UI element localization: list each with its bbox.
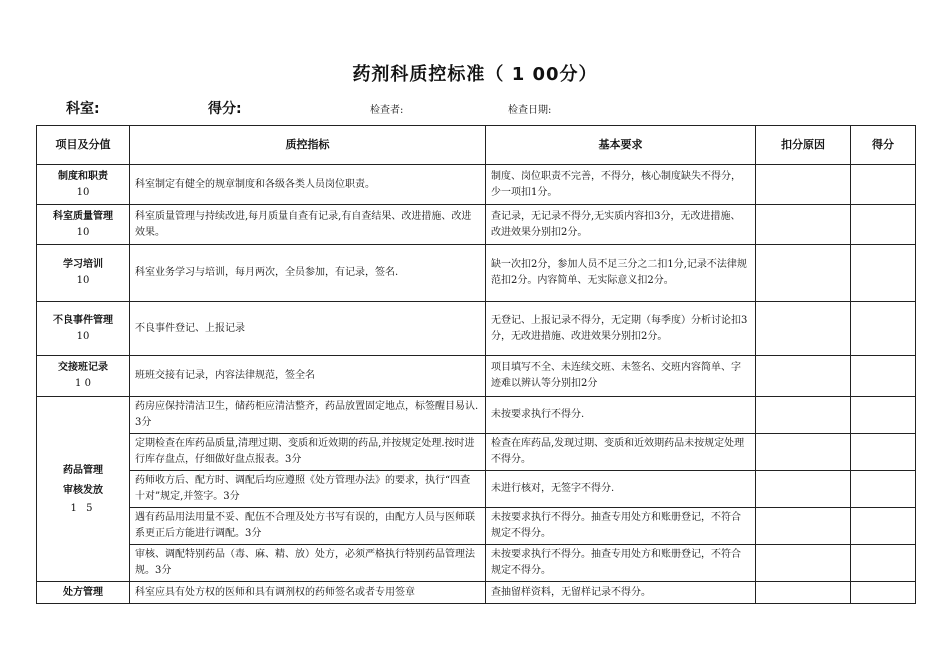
inspector-label: 检查者: — [370, 105, 404, 116]
deduction-reason-cell[interactable] — [756, 397, 851, 434]
score-cell[interactable] — [851, 434, 916, 471]
score-label: 得分: — [208, 101, 242, 117]
table-row — [37, 245, 916, 302]
item-cell — [37, 205, 130, 245]
table-header-row — [37, 126, 916, 165]
table-row — [37, 302, 916, 356]
item-cell — [37, 397, 130, 582]
indicator-cell: 班班交接有记录，内容法律规范，签全名 — [130, 356, 486, 397]
indicator-cell: 药师收方后、配方时、调配后均应遵照《处方管理办法》的要求，执行“四查十对”规定,并签字。3分 — [130, 471, 486, 508]
score-cell[interactable] — [851, 356, 916, 397]
indicator-cell: 科室制定有健全的规章制度和各级各类人员岗位职责。 — [130, 165, 486, 205]
requirement-cell: 未按要求执行不得分. — [486, 397, 756, 434]
table-row — [37, 434, 916, 471]
item-cell — [37, 356, 130, 397]
score-cell[interactable] — [851, 397, 916, 434]
score-cell[interactable] — [851, 245, 916, 302]
item-score: 10 — [76, 275, 90, 286]
requirement-cell: 缺一次扣2分，参加人员不足三分之二扣1分,记录不法律规范扣2分。内容简单、无实际意义扣2分。 — [486, 245, 756, 302]
requirement-cell: 检查在库药品,发现过期、变质和近效期药品未按规定处理不得分。 — [486, 434, 756, 471]
item-name: 处方管理 — [63, 586, 103, 598]
quality-control-table — [36, 125, 916, 604]
table-row — [37, 471, 916, 508]
indicator-cell: 不良事件登记、上报记录 — [130, 302, 486, 356]
deduction-reason-cell[interactable] — [756, 545, 851, 582]
table-row — [37, 508, 916, 545]
deduction-reason-cell[interactable] — [756, 245, 851, 302]
table-row — [37, 545, 916, 582]
table-row — [37, 165, 916, 205]
item-score: 10 — [76, 186, 90, 198]
indicator-cell: 定期检查在库药品质量,清理过期、变质和近效期的药品,并按规定处理.按时进行库存盘点，仔细做好盘点报表。3分 — [130, 434, 486, 471]
item-name: 制度和职责 — [58, 170, 108, 182]
column-header-requirement: 基本要求 — [486, 126, 756, 165]
requirement-cell: 制度、岗位职责不完善，不得分，核心制度缺失不得分，少一项扣1分。 — [486, 165, 756, 205]
column-header-deduction-reason: 扣分原因 — [756, 126, 851, 165]
deduction-reason-cell[interactable] — [756, 582, 851, 604]
requirement-cell: 未进行核对，无签字不得分. — [486, 471, 756, 508]
deduction-reason-cell[interactable] — [756, 205, 851, 245]
requirement-cell: 无登记、上报记录不得分，无定期（每季度）分析讨论扣3分，无改进措施、改进效果分别扣2分。 — [486, 302, 756, 356]
score-cell[interactable] — [851, 471, 916, 508]
page-title: 药剂科质控标准（ 1 00分） — [352, 64, 598, 85]
item-score: 1 5 — [70, 503, 96, 514]
item-score: 10 — [76, 330, 90, 342]
item-cell — [37, 582, 130, 604]
requirement-cell: 查抽留样资料，无留样记录不得分。 — [486, 582, 756, 604]
item-name: 学习培训 — [63, 259, 103, 270]
deduction-reason-cell[interactable] — [756, 471, 851, 508]
item-cell — [37, 165, 130, 205]
inspection-date-label: 检查日期: — [508, 105, 552, 116]
deduction-reason-cell[interactable] — [756, 508, 851, 545]
item-cell — [37, 302, 130, 356]
department-label: 科室: — [66, 101, 100, 117]
deduction-reason-cell[interactable] — [756, 356, 851, 397]
requirement-cell: 未按要求执行不得分。抽查专用处方和账册登记，不符合规定不得分。 — [486, 545, 756, 582]
score-cell[interactable] — [851, 205, 916, 245]
column-header-indicator: 质控指标 — [130, 126, 486, 165]
deduction-reason-cell[interactable] — [756, 302, 851, 356]
indicator-cell: 科室质量管理与持续改进,每月质量自查有记录,有自查结果、改进措施、改进效果。 — [130, 205, 486, 245]
indicator-cell: 审核、调配特别药品（毒、麻、精、放）处方，必须严格执行特别药品管理法规。3分 — [130, 545, 486, 582]
deduction-reason-cell[interactable] — [756, 165, 851, 205]
header-meta — [0, 98, 950, 120]
item-cell — [37, 245, 130, 302]
deduction-reason-cell[interactable] — [756, 434, 851, 471]
requirement-cell: 未按要求执行不得分。抽查专用处方和账册登记，不符合规定不得分。 — [486, 508, 756, 545]
table-row — [37, 356, 916, 397]
score-cell[interactable] — [851, 165, 916, 205]
item-name: 交接班记录 — [58, 362, 108, 373]
column-header-item: 项目及分值 — [37, 126, 130, 165]
indicator-cell: 科室业务学习与培训，每月两次，全员参加，有记录，签名. — [130, 245, 486, 302]
requirement-cell: 查记录，无记录不得分,无实质内容扣3分，无改进措施、改进效果分别扣2分。 — [486, 205, 756, 245]
table-row — [37, 205, 916, 245]
item-name: 不良事件管理 — [53, 314, 113, 326]
column-header-score: 得分 — [851, 126, 916, 165]
score-cell[interactable] — [851, 302, 916, 356]
item-name: 药品管理审核发放 — [63, 465, 103, 496]
item-score: 1 0 — [75, 378, 91, 389]
item-name: 科室质量管理 — [53, 210, 113, 222]
item-score: 10 — [76, 226, 90, 238]
requirement-cell: 项目填写不全、未连续交班、未签名、交班内容简单、字迹难以辨认等分别扣2分 — [486, 356, 756, 397]
table-row — [37, 397, 916, 434]
score-cell[interactable] — [851, 508, 916, 545]
table-row — [37, 582, 916, 604]
score-cell[interactable] — [851, 545, 916, 582]
score-cell[interactable] — [851, 582, 916, 604]
indicator-cell: 科室应具有处方权的医师和具有调剂权的药师签名或者专用签章 — [130, 582, 486, 604]
indicator-cell: 药房应保持清洁卫生，储药柜应清洁整齐，药品放置固定地点，标签醒目易认.3分 — [130, 397, 486, 434]
indicator-cell: 遇有药品用法用量不妥、配伍不合理及处方书写有误的，由配方人员与医师联系更正后方能进行调配。3分 — [130, 508, 486, 545]
